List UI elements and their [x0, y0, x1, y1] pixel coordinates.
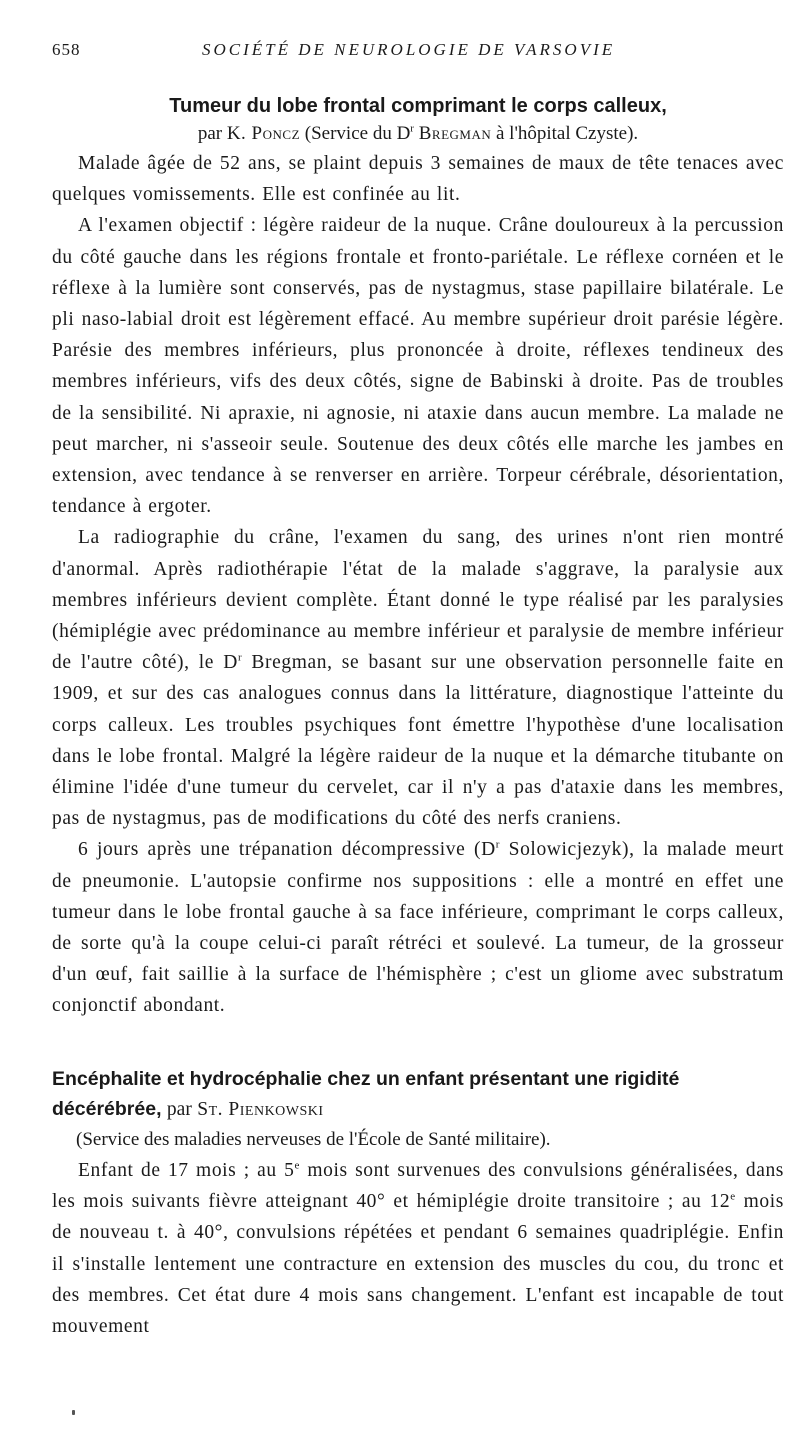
paragraph-5-sup-1: e: [294, 1159, 300, 1172]
byline-par: par: [197, 123, 223, 144]
paragraph-2: A l'examen objectif : légère raideur de la nuque. Crâne douloureux à la percussion du côté gauche dans les régions frontale et fronto-pariétale. Le réflexe cornéen et le réflexe à la lumière sont conservés, pas de nystagmus, stase papillaire bilatérale. Le pli naso-labial droit est légèrement effacé. Au membre supérieur droit parésie légère. Parésie des membres inférieurs, plus prononcée à droite, réflexes tendineux des membres inférieurs, vifs des deux côtés, signe de Babinski à droite. Pas de troubles de la sensibilité. Ni apraxie, ni agnosie, ni ataxie dans aucun membre. La malade ne peut marcher, ni s'asseoir seule. Soutenue des deux côtés elle marche les jambes en extension, avec tendance à se renverser en arrière. Torpeur cérébrale, désorientation, tendance à ergoter.: [52, 215, 784, 518]
page-number: 658: [52, 40, 81, 59]
paragraph-5-text-c: mois de nouveau t. à 40°, convulsions répétées et pendant 6 semaines quadriplégie. Enfin il s'installe lentement une contracture en extension des muscles du cou, du tronc et des membres. Cet état dure 4 mois sans changement. L'enfant est incapable de tout mouvement: [52, 1191, 784, 1338]
running-head: [52, 40, 760, 62]
article-title-2-text: Encéphalite et hydrocéphalie chez un enfant présentant une rigidité décérébrée,: [52, 1068, 680, 1120]
paragraph-5: [52, 1155, 784, 1342]
paragraph-3-text-b: Bregman, se basant sur une observation personnelle faite en 1909, et sur des cas analogues connus dans la littérature, diagnostique l'atteinte du corps calleux. Les troubles psychiques font émettre l'hypothèse d'une localisation dans le lobe frontal. Malgré la légère raideur de la nuque et la démarche titubante on élimine l'idée d'une tumeur du cervelet, car il n'y a pas d'ataxie dans les membres, pas de nystagmus, pas de modifications du côté des nerfs craniens.: [52, 652, 784, 830]
paragraph-4-sup: r: [495, 838, 501, 851]
article-byline: [52, 120, 784, 148]
paragraph-4-text-b: Solowicjezyk), la malade meurt de pneumonie. L'autopsie confirme nos suppositions : elle a montré en effet une tumeur dans le lobe frontal gauche à sa face inférieure, comprimant le corps calleux, de sorte qu'à la coupe celui-ci paraît rétréci et soulevé. La tumeur, de la grosseur d'un œuf, fait saillie à la surface de l'hémisphère ; c'est un gliome avec substratum conjonctif abondant.: [52, 839, 784, 1017]
paragraph-3-text-a: La radiographie du crâne, l'examen du sang, des urines n'ont rien montré d'anormal. Après radiothérapie l'état de la malade s'aggrave, la paralysie aux membres inférieurs devient complète. Étant donné le type réalisé par les paralysies (hémiplégie avec prédominance au membre inférieur et paralysie de membre inférieur de l'autre côté), le D: [52, 527, 784, 674]
paragraph-1: Malade âgée de 52 ans, se plaint depuis 3 semaines de maux de tête tenaces avec quelques vomissements. Elle est confinée au lit.: [52, 153, 784, 206]
article-tumeur-lobe-frontal: [52, 92, 784, 1022]
article-title: Tumeur du lobe frontal comprimant le corps calleux,: [169, 95, 667, 117]
article-title-2: [52, 1064, 784, 1125]
paragraph-5-text-b: mois sont survenues des convulsions généralisées, dans les mois suivants fièvre atteignant 40° et hémiplégie droite transitoire ; au 12: [52, 1160, 784, 1213]
service-pre: (Service du D: [304, 123, 411, 144]
article-encephalite: [52, 1064, 784, 1342]
author-name-2: St. Pienkowski: [197, 1099, 324, 1120]
byline-par-2: par: [166, 1099, 192, 1120]
article-service-2: (Service des maladies nerveuses de l'École de Santé militaire).: [76, 1129, 551, 1150]
service-post: à l'hôpital Czyste).: [495, 123, 639, 144]
paragraph-5-sup-2: e: [730, 1190, 736, 1203]
paragraph-3: [52, 522, 784, 834]
paragraph-3-sup: r: [237, 651, 243, 664]
paragraph-5-text-a: Enfant de 17 mois ; au 5: [78, 1160, 295, 1181]
service-name: Bregman: [418, 123, 492, 144]
paragraph-4-text-a: 6 jours après une trépanation décompressive (D: [78, 839, 496, 861]
print-speck: [72, 1410, 75, 1415]
paragraph-4: [52, 834, 784, 1021]
author-name: K. Poncz: [226, 123, 301, 144]
service-sup: r: [410, 122, 414, 135]
journal-title: SOCIÉTÉ DE NEUROLOGIE DE VARSOVIE: [202, 40, 616, 59]
